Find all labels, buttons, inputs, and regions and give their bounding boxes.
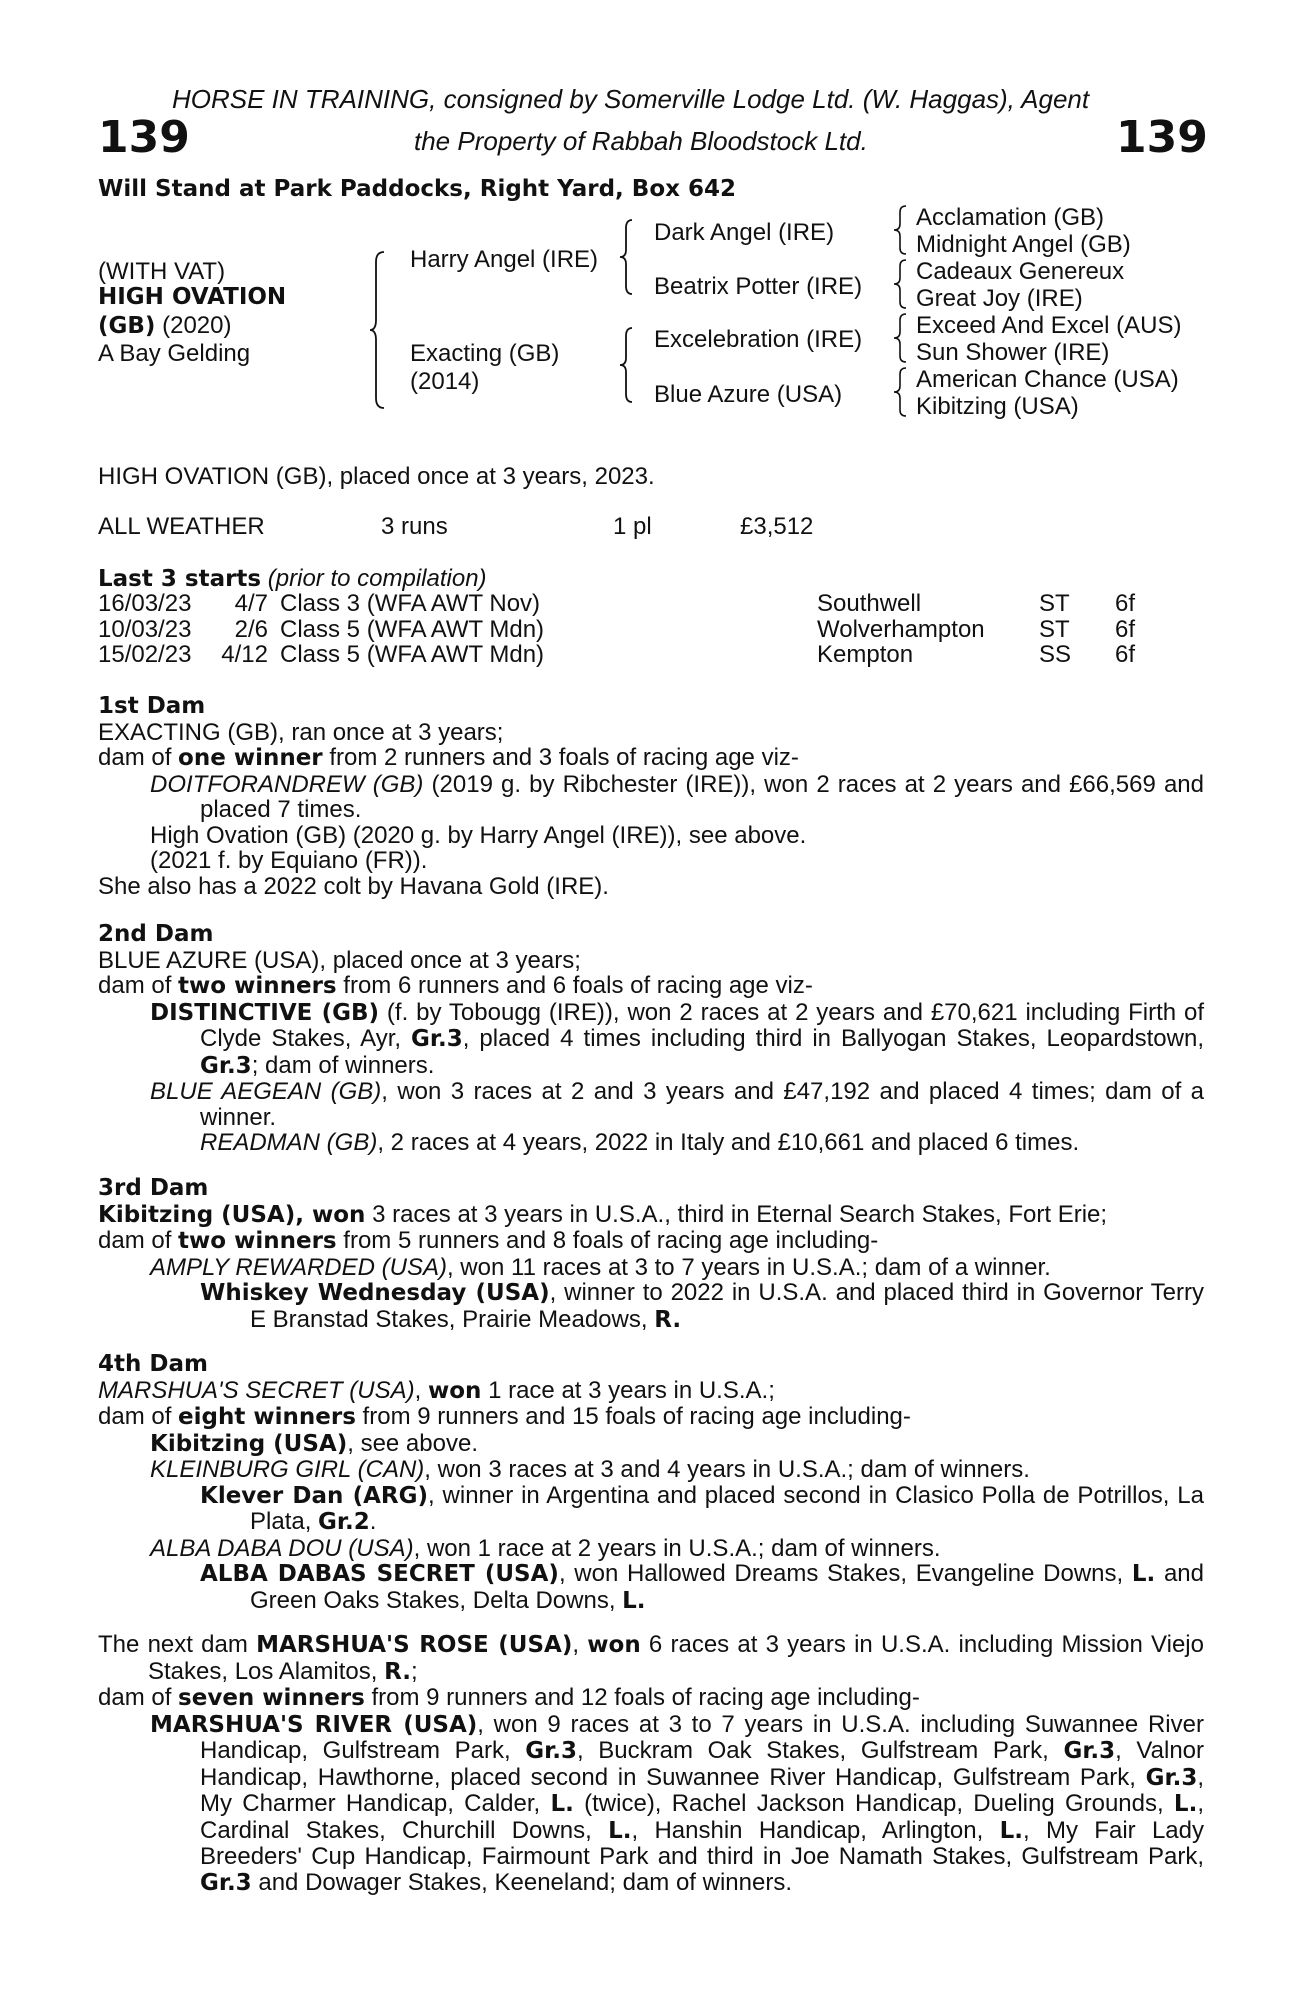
start-distance: 6f bbox=[1115, 641, 1136, 668]
start-class: Class 5 (WFA AWT Mdn) bbox=[280, 641, 545, 668]
produce-entry: Whiskey Wednesday (USA), winner to 2022 in U.S.A. and placed third in Governor Terry E Branstad Stakes, Prairie Meadows, R. bbox=[200, 1279, 1204, 1333]
produce-entry: AMPLY REWARDED (USA), won 11 races at 3 to 7 years in U.S.A.; dam of a winner. bbox=[150, 1253, 1051, 1281]
vat-note: (WITH VAT) bbox=[98, 258, 226, 285]
first-dam-section bbox=[98, 694, 1204, 899]
last-starts-title: Last 3 starts bbox=[98, 566, 262, 592]
horse-country: (GB) bbox=[98, 313, 156, 339]
pedigree-brace-g3 bbox=[894, 313, 908, 363]
start-date: 10/03/23 bbox=[98, 615, 192, 643]
produce-entry: ALBA DABAS SECRET (USA), won Hallowed Dreams Stakes, Evangeline Downs, L. and Green Oaks Stakes, Delta Downs, L. bbox=[200, 1560, 1204, 1614]
pedigree-brace-g4 bbox=[894, 367, 908, 417]
produce-entry: READMAN (GB), 2 races at 4 years, 2022 in Italy and £10,661 and placed 6 times. bbox=[200, 1129, 1080, 1156]
stand-location: Will Stand at Park Paddocks, Right Yard, Box 642 bbox=[98, 176, 736, 202]
produce-entry: High Ovation (GB) (2020 g. by Harry Angel (IRE)), see above. bbox=[150, 821, 807, 849]
second-dam-section bbox=[98, 922, 1204, 1156]
record-surface: ALL WEATHER bbox=[98, 513, 265, 540]
section-title: 3rd Dam bbox=[98, 1175, 209, 1201]
dam-line: Kibitzing (USA), won 3 races at 3 years in U.S.A., third in Eternal Search Stakes, Fort Erie; bbox=[98, 1200, 1108, 1228]
table-row bbox=[98, 617, 1135, 643]
produce-entry: DOITFORANDREW (GB) (2019 g. by Ribchester (IRE)), won 2 races at 2 years and £66,569 and placed 7 times. bbox=[150, 770, 1204, 823]
start-surface: ST bbox=[1039, 615, 1070, 643]
dam-sire-dam: Sun Shower (IRE) bbox=[916, 339, 1110, 366]
produce-entry: KLEINBURG GIRL (CAN), won 3 races at 3 and 4 years in U.S.A.; dam of winners. bbox=[150, 1456, 1030, 1483]
start-course: Wolverhampton bbox=[817, 615, 985, 643]
produce-entry: Klever Dan (ARG), winner in Argentina and placed second in Clasico Polla de Potrillos, La Plata, Gr.2. bbox=[200, 1481, 1205, 1535]
produce-entry: (2021 f. by Equiano (FR)). bbox=[150, 847, 428, 874]
start-date: 15/02/23 bbox=[98, 641, 192, 668]
record-placed: 1 pl bbox=[613, 513, 652, 540]
produce-summary: dam of two winners from 6 runners and 6 foals of racing age viz- bbox=[98, 972, 813, 999]
produce-entry: Kibitzing (USA), see above. bbox=[150, 1429, 478, 1457]
produce-entry: BLUE AEGEAN (GB), won 3 races at 2 and 3 years and £47,192 and placed 4 times; dam of a winner. bbox=[150, 1078, 1204, 1131]
start-date: 16/03/23 bbox=[98, 590, 192, 617]
produce-summary: dam of seven winners from 9 runners and 12 foals of racing age including- bbox=[98, 1684, 920, 1711]
last-starts-table bbox=[98, 591, 1135, 668]
race-summary: HIGH OVATION (GB), placed once at 3 years, 2023. bbox=[98, 463, 655, 490]
dam-note: She also has a 2022 colt by Havana Gold (IRE). bbox=[98, 872, 609, 900]
sire-dam: Beatrix Potter (IRE) bbox=[654, 273, 863, 300]
produce-summary: dam of eight winners from 9 runners and 15 foals of racing age including- bbox=[98, 1403, 911, 1430]
table-row bbox=[98, 642, 1135, 668]
start-distance: 6f bbox=[1115, 590, 1136, 617]
property-line: the Property of Rabbah Bloodstock Ltd. bbox=[414, 126, 868, 156]
dam-year: (2014) bbox=[410, 368, 480, 395]
lot-number-left: 139 bbox=[98, 112, 190, 163]
dam-sire: Excelebration (IRE) bbox=[654, 326, 863, 353]
dam-line: EXACTING (GB), ran once at 3 years; bbox=[98, 718, 504, 746]
produce-summary: dam of one winner from 2 runners and 3 foals of racing age viz- bbox=[98, 744, 799, 771]
dam-sire-sire: Exceed And Excel (AUS) bbox=[916, 312, 1182, 339]
dam: Exacting (GB) bbox=[410, 340, 560, 367]
dam-line: The next dam MARSHUA'S ROSE (USA), won 6 races at 3 years in U.S.A. including Mission Viejo Stakes, Los Alamitos, R.; bbox=[98, 1631, 1204, 1685]
lot-number-right: 139 bbox=[1116, 112, 1208, 163]
pedigree-brace-g1 bbox=[894, 205, 908, 255]
sire-dam-dam: Great Joy (IRE) bbox=[916, 285, 1083, 312]
table-row bbox=[98, 591, 1135, 617]
start-surface: SS bbox=[1039, 641, 1072, 668]
pedigree-brace-g2 bbox=[894, 259, 908, 309]
third-dam-section bbox=[98, 1176, 1204, 1333]
last-starts-note: (prior to compilation) bbox=[261, 565, 487, 592]
fourth-dam-section bbox=[98, 1352, 1204, 1614]
produce-entry: MARSHUA'S RIVER (USA), won 9 races at 3 to 7 years in U.S.A. including Suwannee River Handicap, Gulfstream Park, Gr.3, Buckram Oak Stakes, Gulfstream Park, Gr.3, Valnor Handicap, Hawthorne, placed second in Suwannee River Handicap, Gulfstream Park, Gr.3, My Charmer Handicap, Calder, L. (twice), Rachel Jackson Handicap, Dueling Grounds, L., Cardinal Stakes, Churchill Downs, L., Hanshin Handicap, Arlington, L., My Fair Lady Breeders' Cup Handicap, Fairmount Park and third in Joe Namath Stakes, Gulfstream Park, Gr.3 and Dowager Stakes, Keeneland; dam of winners. bbox=[150, 1710, 1205, 1896]
pedigree-brace-dam bbox=[620, 326, 634, 404]
dam-dam: Blue Azure (USA) bbox=[654, 381, 843, 408]
start-course: Southwell bbox=[817, 590, 922, 617]
consignor-line: HORSE IN TRAINING, consigned by Somerville Lodge Ltd. (W. Haggas), Agent bbox=[172, 84, 1090, 114]
section-title: 2nd Dam bbox=[98, 921, 214, 947]
horse-year: (2020) bbox=[155, 312, 232, 339]
next-dam-section bbox=[98, 1632, 1204, 1896]
start-class: Class 5 (WFA AWT Mdn) bbox=[280, 615, 545, 643]
dam-dam-dam: Kibitzing (USA) bbox=[916, 393, 1079, 420]
horse-description: A Bay Gelding bbox=[98, 340, 251, 367]
start-position: 4/7 bbox=[234, 590, 268, 617]
sire-dam-sire: Cadeaux Genereux bbox=[916, 258, 1125, 285]
pedigree-brace-main bbox=[370, 250, 390, 410]
sire-sire-dam: Midnight Angel (GB) bbox=[916, 231, 1131, 258]
start-distance: 6f bbox=[1115, 615, 1136, 643]
record-earnings: £3,512 bbox=[740, 513, 814, 540]
last-starts-heading bbox=[98, 566, 487, 593]
horse-name: HIGH OVATION bbox=[98, 284, 287, 310]
section-title: 1st Dam bbox=[98, 693, 206, 719]
start-position: 4/12 bbox=[221, 641, 268, 668]
sire-sire-sire: Acclamation (GB) bbox=[916, 204, 1105, 231]
dam-line: MARSHUA'S SECRET (USA), won 1 race at 3 years in U.S.A.; bbox=[98, 1376, 775, 1404]
dam-line: BLUE AZURE (USA), placed once at 3 years; bbox=[98, 946, 581, 974]
horse-name-line2 bbox=[98, 312, 231, 340]
pedigree-brace-sire bbox=[620, 218, 634, 296]
dam-dam-sire: American Chance (USA) bbox=[916, 366, 1179, 393]
start-course: Kempton bbox=[817, 641, 914, 668]
section-title: 4th Dam bbox=[98, 1351, 208, 1377]
start-class: Class 3 (WFA AWT Nov) bbox=[280, 590, 541, 617]
record-runs: 3 runs bbox=[381, 513, 448, 540]
start-position: 2/6 bbox=[234, 615, 268, 643]
sire-sire: Dark Angel (IRE) bbox=[654, 219, 835, 246]
produce-entry: ALBA DABA DOU (USA), won 1 race at 2 years in U.S.A.; dam of winners. bbox=[150, 1534, 941, 1562]
sire: Harry Angel (IRE) bbox=[410, 246, 599, 273]
start-surface: ST bbox=[1039, 590, 1070, 617]
produce-summary: dam of two winners from 5 runners and 8 foals of racing age including- bbox=[98, 1227, 879, 1254]
produce-entry: DISTINCTIVE (GB) (f. by Tobougg (IRE)), won 2 races at 2 years and £70,621 including Firth of Clyde Stakes, Ayr, Gr.3, placed 4 times including third in Ballyogan Stakes, Leopardstown, Gr.3; dam of winners. bbox=[150, 998, 1204, 1079]
